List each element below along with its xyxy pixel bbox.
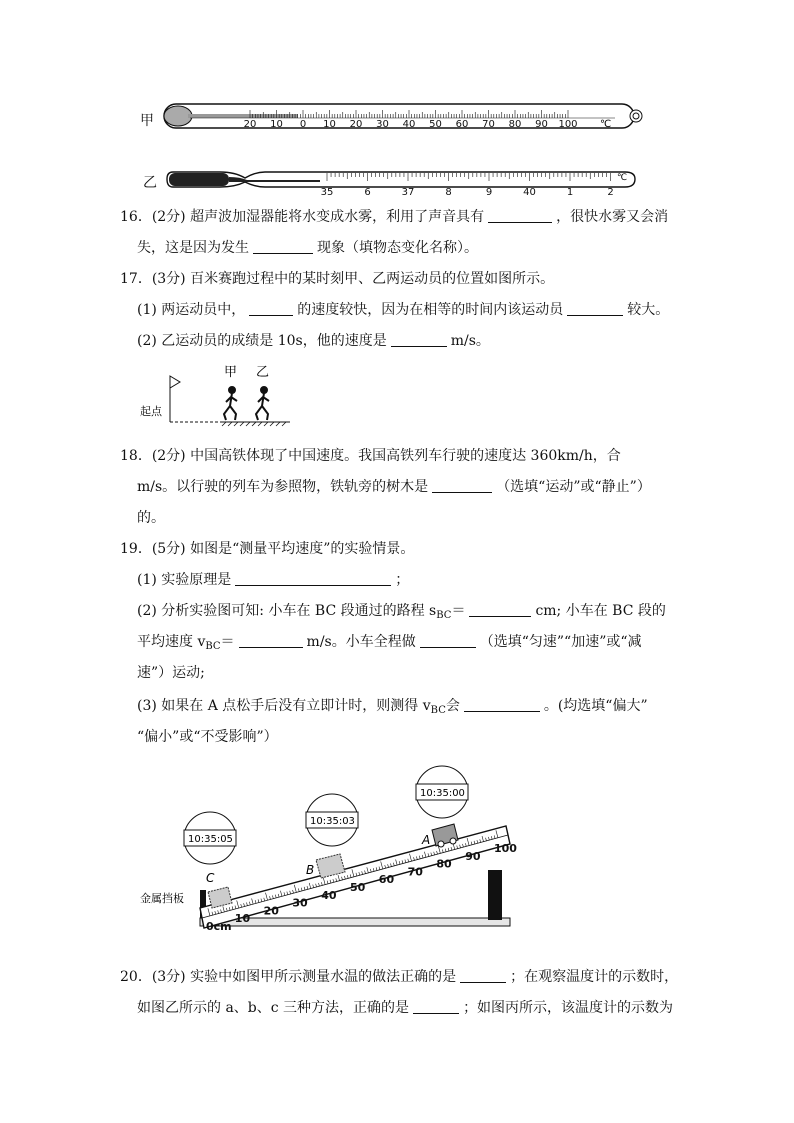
thermo-yi-tick-label: 6 [364, 187, 371, 198]
q19-part6: “偏小”或“不受影响”） [137, 729, 278, 745]
q19-part4: 速”）运动; [137, 665, 205, 681]
thermo-yi-tick-label: 2 [607, 187, 614, 198]
ruler-tick-label: 40 [321, 888, 337, 902]
ruler-tick-label: 10 [234, 912, 251, 926]
svg-text:10:35:05: 10:35:05 [188, 834, 233, 845]
thermometer-yi-unit: ℃ [617, 173, 628, 183]
clock-a [416, 766, 468, 818]
q19-blank1[interactable] [235, 571, 391, 586]
q17-blank3[interactable] [391, 332, 447, 347]
q19-blank5[interactable] [464, 697, 540, 712]
ruler-tick-label: 20 [263, 904, 279, 918]
thermo-yi-tick-label: 1 [566, 187, 574, 198]
runner-jia-label: 甲 [224, 365, 238, 380]
thermo-jia-tick-label: 10 [323, 119, 336, 130]
runner-yi-label: 乙 [256, 365, 270, 380]
thermo-jia-tick-label: 50 [429, 119, 442, 130]
thermo-yi-tick-label: 9 [485, 187, 493, 198]
ruler-tick-label: 100 [494, 842, 517, 855]
thermo-jia-tick-label: 80 [508, 119, 522, 130]
thermometer-jia-label: 甲 [140, 113, 154, 129]
q17-blank1[interactable] [249, 301, 293, 316]
q17-line1: 17．(3分) 百米赛跑过程中的某时刻甲、乙两运动员的位置如图所示。 [120, 271, 555, 287]
q16-blank1[interactable] [488, 208, 552, 223]
point-a-label: A [422, 833, 431, 847]
clock-b [306, 794, 358, 846]
q16-line2: 失，这是因为发生 现象（填物态变化名称）。 [137, 240, 478, 256]
svg-text:10:35:00: 10:35:00 [420, 788, 465, 799]
q20-line2: 如图乙所示的 a、b、c 三种方法，正确的是 ；如图丙所示，该温度计的示数为 [137, 1000, 674, 1016]
q16-line1: 16．(2分) 超声波加湿器能将水变成水雾，利用了声音具有 ，很快水雾又会消 [120, 209, 669, 225]
q19-part1: (1) 实验原理是 ； [137, 572, 410, 588]
svg-text:10:35:03: 10:35:03 [310, 816, 355, 827]
thermometer-yi-label: 乙 [143, 175, 157, 191]
thermo-jia-tick-label: 0 [299, 119, 307, 130]
thermo-jia-tick-label: 90 [535, 119, 548, 130]
q18-line2: m/s。以行驶的列车为参照物，铁轨旁的树木是 （选填“运动”或“静止”） [137, 479, 651, 495]
thermo-yi-tick-label: 8 [445, 187, 452, 198]
q17-part1: (1) 两运动员中， 的速度较快，因为在相等的时间内该运动员 较大。 [137, 302, 670, 318]
thermo-jia-tick-label: 70 [482, 119, 495, 130]
ruler-tick-label: 90 [465, 849, 481, 863]
start-label: 起点 [140, 405, 162, 418]
q19-blank2[interactable] [469, 602, 531, 617]
q19-blank3[interactable] [239, 633, 303, 648]
ruler-tick-label: 80 [436, 857, 452, 871]
ruler-tick-label: 0cm [206, 920, 232, 933]
ruler-tick-label: 70 [407, 865, 423, 879]
thermo-yi-tick-label: 40 [523, 187, 536, 198]
thermometer-jia-unit: ℃ [600, 119, 612, 130]
thermo-jia-tick-label: 60 [455, 119, 469, 130]
thermo-jia-tick-label: 30 [376, 119, 389, 130]
ruler-tick-label: 50 [350, 881, 366, 894]
thermo-jia-tick-label: 100 [558, 119, 578, 130]
q17-blank2[interactable] [567, 301, 623, 316]
q17-part2: (2) 乙运动员的成绩是 10s，他的速度是 m/s。 [137, 333, 490, 349]
thermo-yi-tick-label: 35 [320, 187, 334, 198]
thermo-jia-tick-label: 20 [349, 119, 363, 130]
point-b-label: B [306, 863, 315, 877]
incline-experiment-figure [140, 762, 520, 952]
q19-blank4[interactable] [420, 633, 476, 648]
clock-c [184, 812, 236, 864]
ruler-tick-label: 30 [292, 896, 308, 910]
ruler-tick-label: 60 [378, 873, 395, 887]
runner-yi [256, 387, 269, 420]
thermo-yi-tick-label: 37 [401, 187, 415, 198]
thermo-jia-tick-label: 10 [270, 119, 283, 130]
q19-line1: 19．(5分) 如图是“测量平均速度”的实验情景。 [120, 541, 415, 557]
q19-part3: 平均速度 $v_{BC}= m/s$。小车全程做 （选填“匀速”“加速”或“减 [137, 634, 642, 652]
thermometer-jia [160, 96, 650, 140]
q16-blank2[interactable] [253, 239, 313, 254]
thermo-jia-tick-label: 20 [243, 119, 257, 130]
q19-part5: (3) 如果在 A 点松手后没有立即计时，则测得 $v_{BC}$会 。(均选填“偏大” [137, 698, 648, 716]
q20-blank2[interactable] [413, 999, 459, 1014]
runner-jia [224, 387, 237, 420]
runners-figure [140, 362, 300, 428]
cart-at-a [432, 824, 458, 847]
q18-line3: 的。 [137, 510, 165, 526]
q19-part2: (2) 分析实验图可知: 小车在 BC 段通过的路程 $s_{BC}=$ cm; 小车在 BC 段的 [137, 603, 666, 621]
thermometer-yi [165, 160, 640, 198]
q18-line1: 18．(2分) 中国高铁体现了中国速度。我国高铁列车行驶的速度达 360km/h，合 [120, 448, 621, 464]
q18-blank1[interactable] [432, 478, 492, 493]
point-c-label: C [206, 871, 215, 885]
thermo-jia-tick-label: 40 [402, 119, 416, 130]
q20-blank1[interactable] [460, 968, 506, 983]
q20-line1: 20．(3分) 实验中如图甲所示测量水温的做法正确的是 ；在观察温度计的示数时， [120, 969, 679, 985]
metal-stop-label: 金属挡板 [140, 892, 184, 905]
